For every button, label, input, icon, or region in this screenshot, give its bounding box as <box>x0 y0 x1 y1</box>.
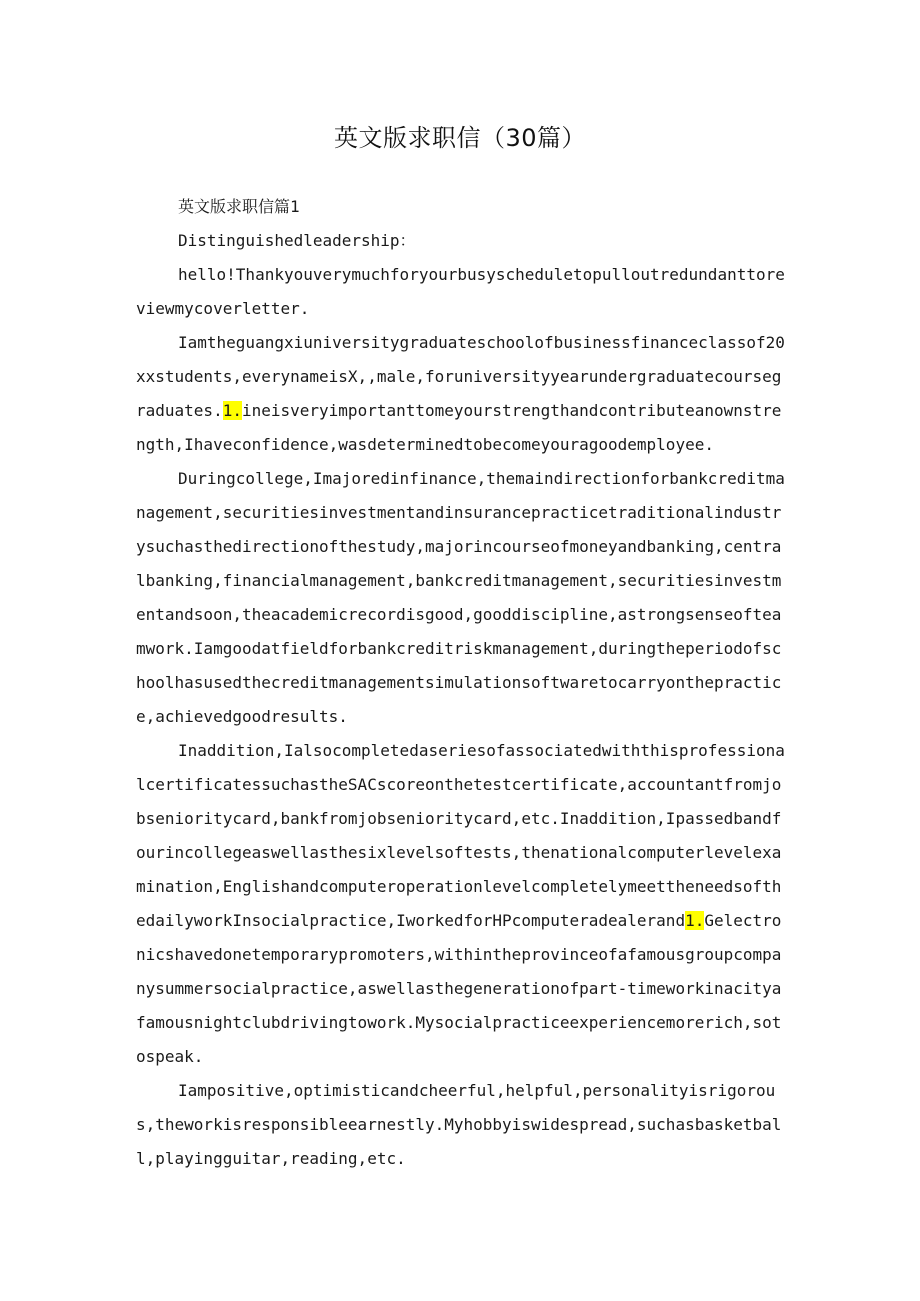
paragraph-text: Duringcollege,Imajoredinfinance,themaindirectionforbankcreditmanagement,securitiesinvestmentandinsurancepracticetraditionalindustrysuchasthedirectionofthestudy,majorincourseofmoneyandbanking,centralbanking,financialmanagement,bankcreditmanagement,securitiesinvestmentandsoon,theacademicrecordisgood,gooddiscipline,astrongsenseofteamwork.Iamgoodatfieldforbankcreditriskmanagement,duringtheperiodofschoolhasusedthecreditmanagementsimulationsoftwaretocarryonthepractice,achievedgoodresults. <box>136 469 785 726</box>
paragraph-text: Iampositive,optimisticandcheerful,helpful,personalityisrigorous,theworkisresponsibleearnestly.Myhobbyiswidespread,suchasbasketball,playingguitar,reading,etc. <box>136 1081 782 1168</box>
paragraph-text: Gelectronicshavedonetemporarypromoters,withintheprovinceofafamousgroupcompanysummersocialpractice,aswellasthegenerationofpart-timeworkinacityafamousnightclubdrivingtowork.Mysocialpracticeexperiencemorerich,sotospeak. <box>136 911 782 1066</box>
paragraph-text: hello!Thankyouverymuchforyourbusyscheduletopulloutredundanttoreviewmycoverletter. <box>136 265 785 318</box>
paragraph-certificates <box>136 734 786 1074</box>
paragraph-text: Inaddition,IalsocompletedaseriesofassociatedwiththisprofessionalcertificatessuchastheSACscoreonthetestcertificate,accountantfromjobsenioritycard,bankfromjobsenioritycard,etc.Inaddition,Ipassedbandfourincollegeaswellasthesixlevelsoftests,thenationalcomputerlevelexamination,EnglishandcomputeroperationlevelcompletelymeettheneedsofthedailyworkInsocialpractice,IworkedforHPcomputeradealerand <box>136 741 785 930</box>
paragraph-heading <box>136 190 786 224</box>
highlighted-text: 1. <box>685 911 705 930</box>
paragraph-text: Iamtheguangxiuniversitygraduateschoolofbusinessfinanceclassof20xxstudents,everynameisX,,male,foruniversityyearundergraduatecoursegraduates. <box>136 333 785 420</box>
paragraph-text: 英文版求职信篇1 <box>178 197 300 216</box>
paragraph-text: ineisveryimportanttomeyourstrengthandcontributeanownstrength,Ihaveconfidence,wasdeterminedtobecomeyouragoodemployee. <box>136 401 782 454</box>
document-title: 英文版求职信（30篇） <box>333 124 587 152</box>
paragraph-introduction <box>136 326 786 462</box>
highlighted-text: 1. <box>222 401 242 420</box>
paragraph-personality <box>136 1074 786 1176</box>
document-body <box>136 190 786 1176</box>
paragraph-salutation <box>136 224 786 258</box>
paragraph-education <box>136 462 786 734</box>
paragraph-greeting <box>136 258 786 326</box>
paragraph-text: Distinguishedleadership： <box>178 231 416 250</box>
